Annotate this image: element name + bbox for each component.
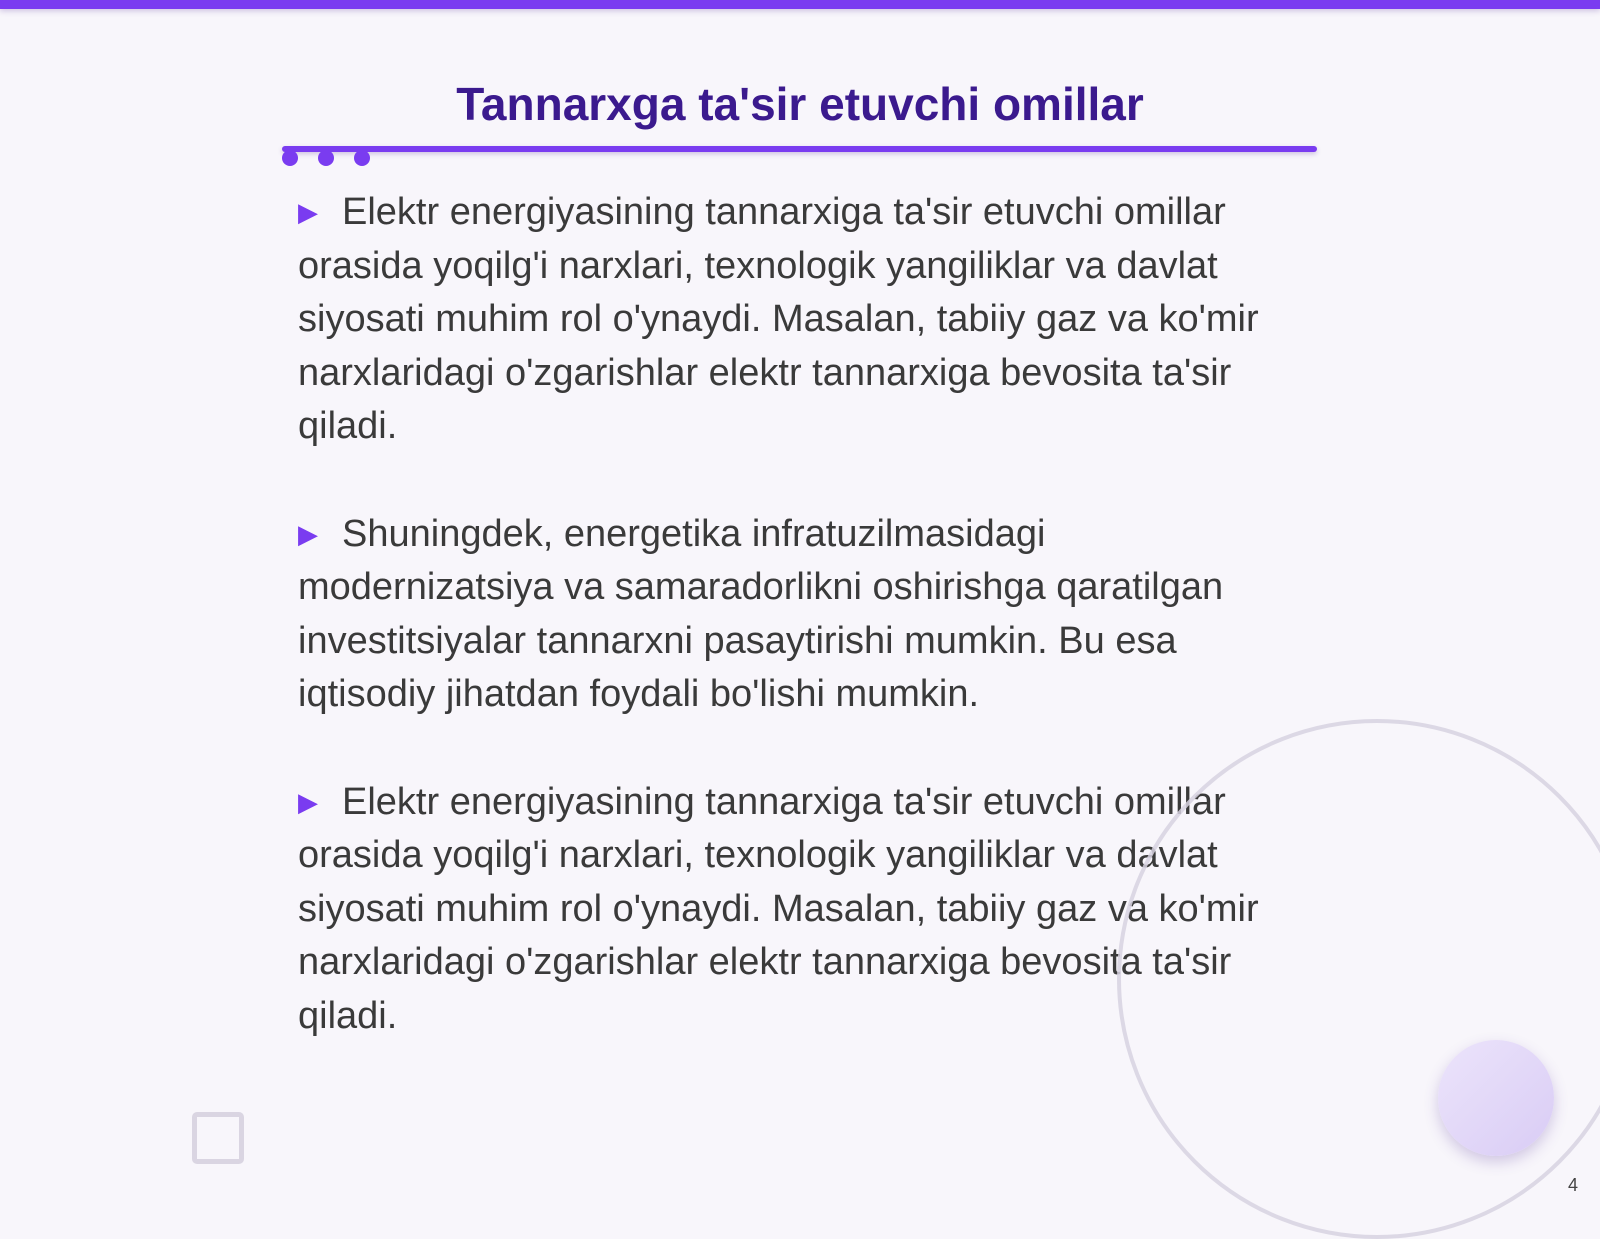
bullet-paragraph-2 <box>298 508 1308 722</box>
title-underline <box>282 146 1317 152</box>
decorative-disc <box>1438 1040 1554 1156</box>
triangle-bullet-icon: ▶ <box>298 518 318 549</box>
triangle-bullet-icon: ▶ <box>298 197 318 227</box>
title-dot-2 <box>318 150 334 166</box>
decorative-ring <box>1117 719 1600 1239</box>
top-accent-bar <box>0 0 1600 9</box>
title-dot-1 <box>282 150 298 166</box>
paragraph-text: Elektr energiyasining tannarxiga ta'sir etuvchi omillar orasida yoqilg'i narxlari, texnologik yangiliklar va davlat siyosati muhim rol o'ynaydi. Masalan, tabiiy gaz va ko'mir narxlaridagi o'zgarishlar elektr tannarxiga bevosita ta'sir qiladi. <box>298 780 1259 1037</box>
title-dot-3 <box>354 150 370 166</box>
triangle-bullet-icon: ▶ <box>298 786 318 817</box>
paragraph-text: Elektr energiyasining tannarxiga ta'sir etuvchi omillar orasida yoqilg'i narxlari, texnologik yangiliklar va davlat siyosati muhim rol o'ynaydi. Masalan, tabiiy gaz va ko'mir narxlaridagi o'zgarishlar elektr tannarxiga bevosita ta'sir qiladi. <box>298 191 1259 447</box>
bullet-paragraph-1 <box>298 186 1308 454</box>
slide-title: Tannarxga ta'sir etuvchi omillar <box>456 78 1144 130</box>
page-number: 4 <box>1567 1175 1578 1195</box>
paragraph-text: Shuningdek, energetika infratuzilmasidagi modernizatsiya va samaradorlikni oshirishga qaratilgan investitsiyalar tannarxni pasaytirishi mumkin. Bu esa iqtisodiy jihatdan foydali bo'lishi mumkin. <box>298 512 1224 715</box>
decorative-square <box>192 1112 244 1164</box>
